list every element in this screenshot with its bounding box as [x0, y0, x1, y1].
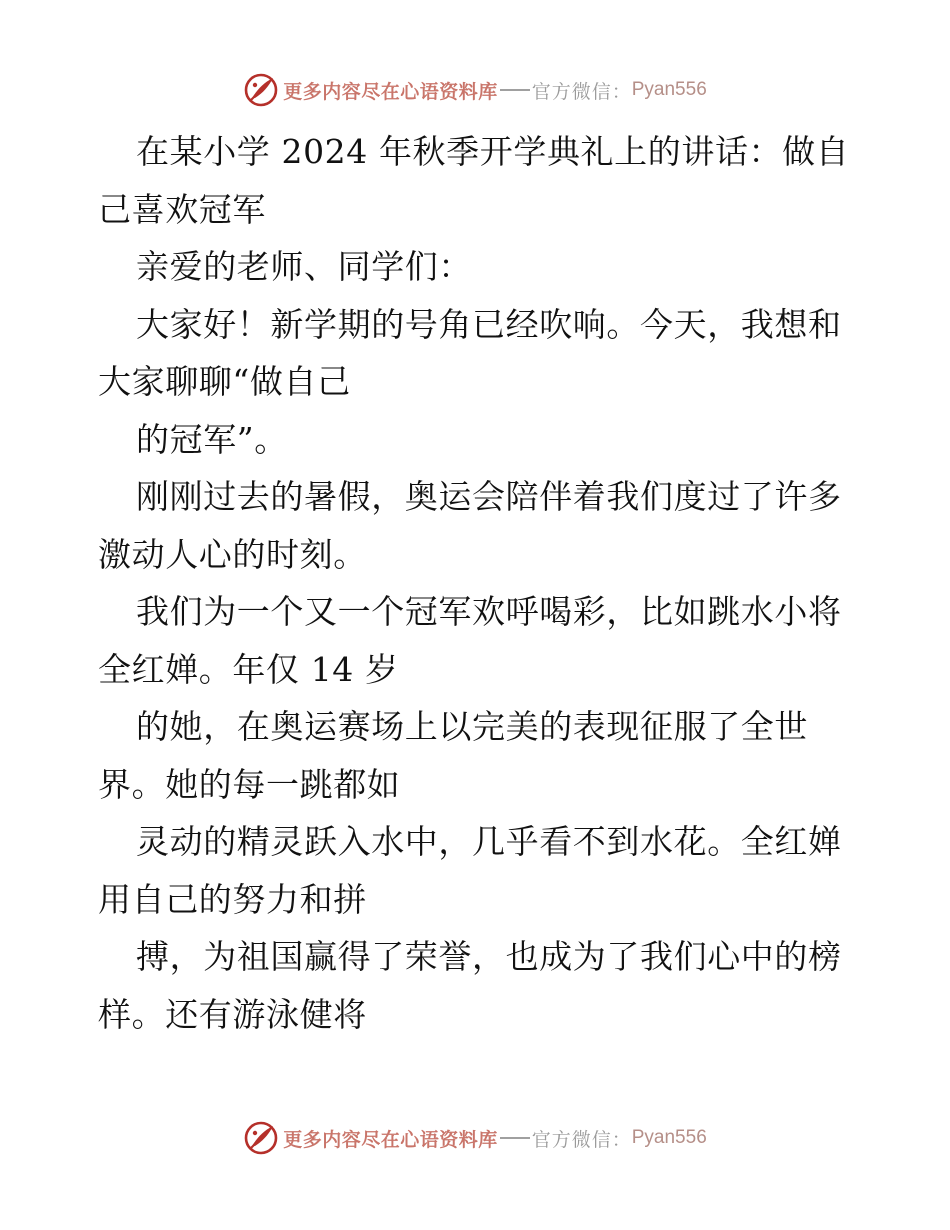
quill-logo-icon — [243, 72, 279, 108]
salutation: 亲爱的老师、同学们： — [136, 247, 472, 286]
paragraph-line: 灵动的精灵跃入水中，几乎看不到水花。全红婵 — [136, 822, 842, 861]
paragraph-line: 大家好！新学期的号角已经吹响。今天，我想和 — [136, 304, 842, 344]
footer-dash — [500, 1137, 530, 1139]
paragraph-line: 样。还有游泳健将 — [98, 994, 367, 1034]
footer-wechat-label: 官方微信： — [531, 1128, 632, 1151]
paragraph-line: 刚刚过去的暑假，奥运会陪伴着我们度过了许多 — [136, 477, 842, 516]
paragraph-line: 的她，在奥运赛场上以完美的表现征服了全世 — [136, 707, 808, 746]
paragraph-line: 大家聊聊“做自己 — [98, 362, 351, 401]
footer-banner — [0, 1118, 950, 1158]
footer-brand-text: 更多内容尽在心语资料库 — [283, 1128, 498, 1151]
header-wechat-id: Pyan556 — [631, 79, 707, 100]
footer-wechat-id: Pyan556 — [631, 1127, 707, 1148]
paragraph-line: 全红婵。年仅 14 岁 — [98, 649, 399, 689]
paragraph-line: 激动人心的时刻。 — [98, 534, 367, 574]
header-brand-text: 更多内容尽在心语资料库 — [283, 80, 498, 103]
paragraph-line: 用自己的努力和拼 — [98, 879, 367, 919]
title-line-2: 己喜欢冠军 — [98, 189, 266, 229]
header-wechat-label: 官方微信： — [531, 80, 632, 103]
quill-logo-icon — [243, 1120, 279, 1156]
paragraph-line: 我们为一个又一个冠军欢呼喝彩，比如跳水小将 — [136, 592, 842, 631]
document-body — [98, 123, 858, 1043]
header-banner — [0, 70, 950, 110]
paragraph-line: 搏，为祖国赢得了荣誉，也成为了我们心中的榜 — [136, 937, 842, 976]
title-line-1: 在某小学 2024 年秋季开学典礼上的讲话：做自 — [136, 132, 850, 171]
paragraph-line: 界。她的每一跳都如 — [98, 764, 401, 804]
paragraph-line: 的冠军”。 — [136, 419, 288, 459]
header-dash — [500, 89, 530, 91]
